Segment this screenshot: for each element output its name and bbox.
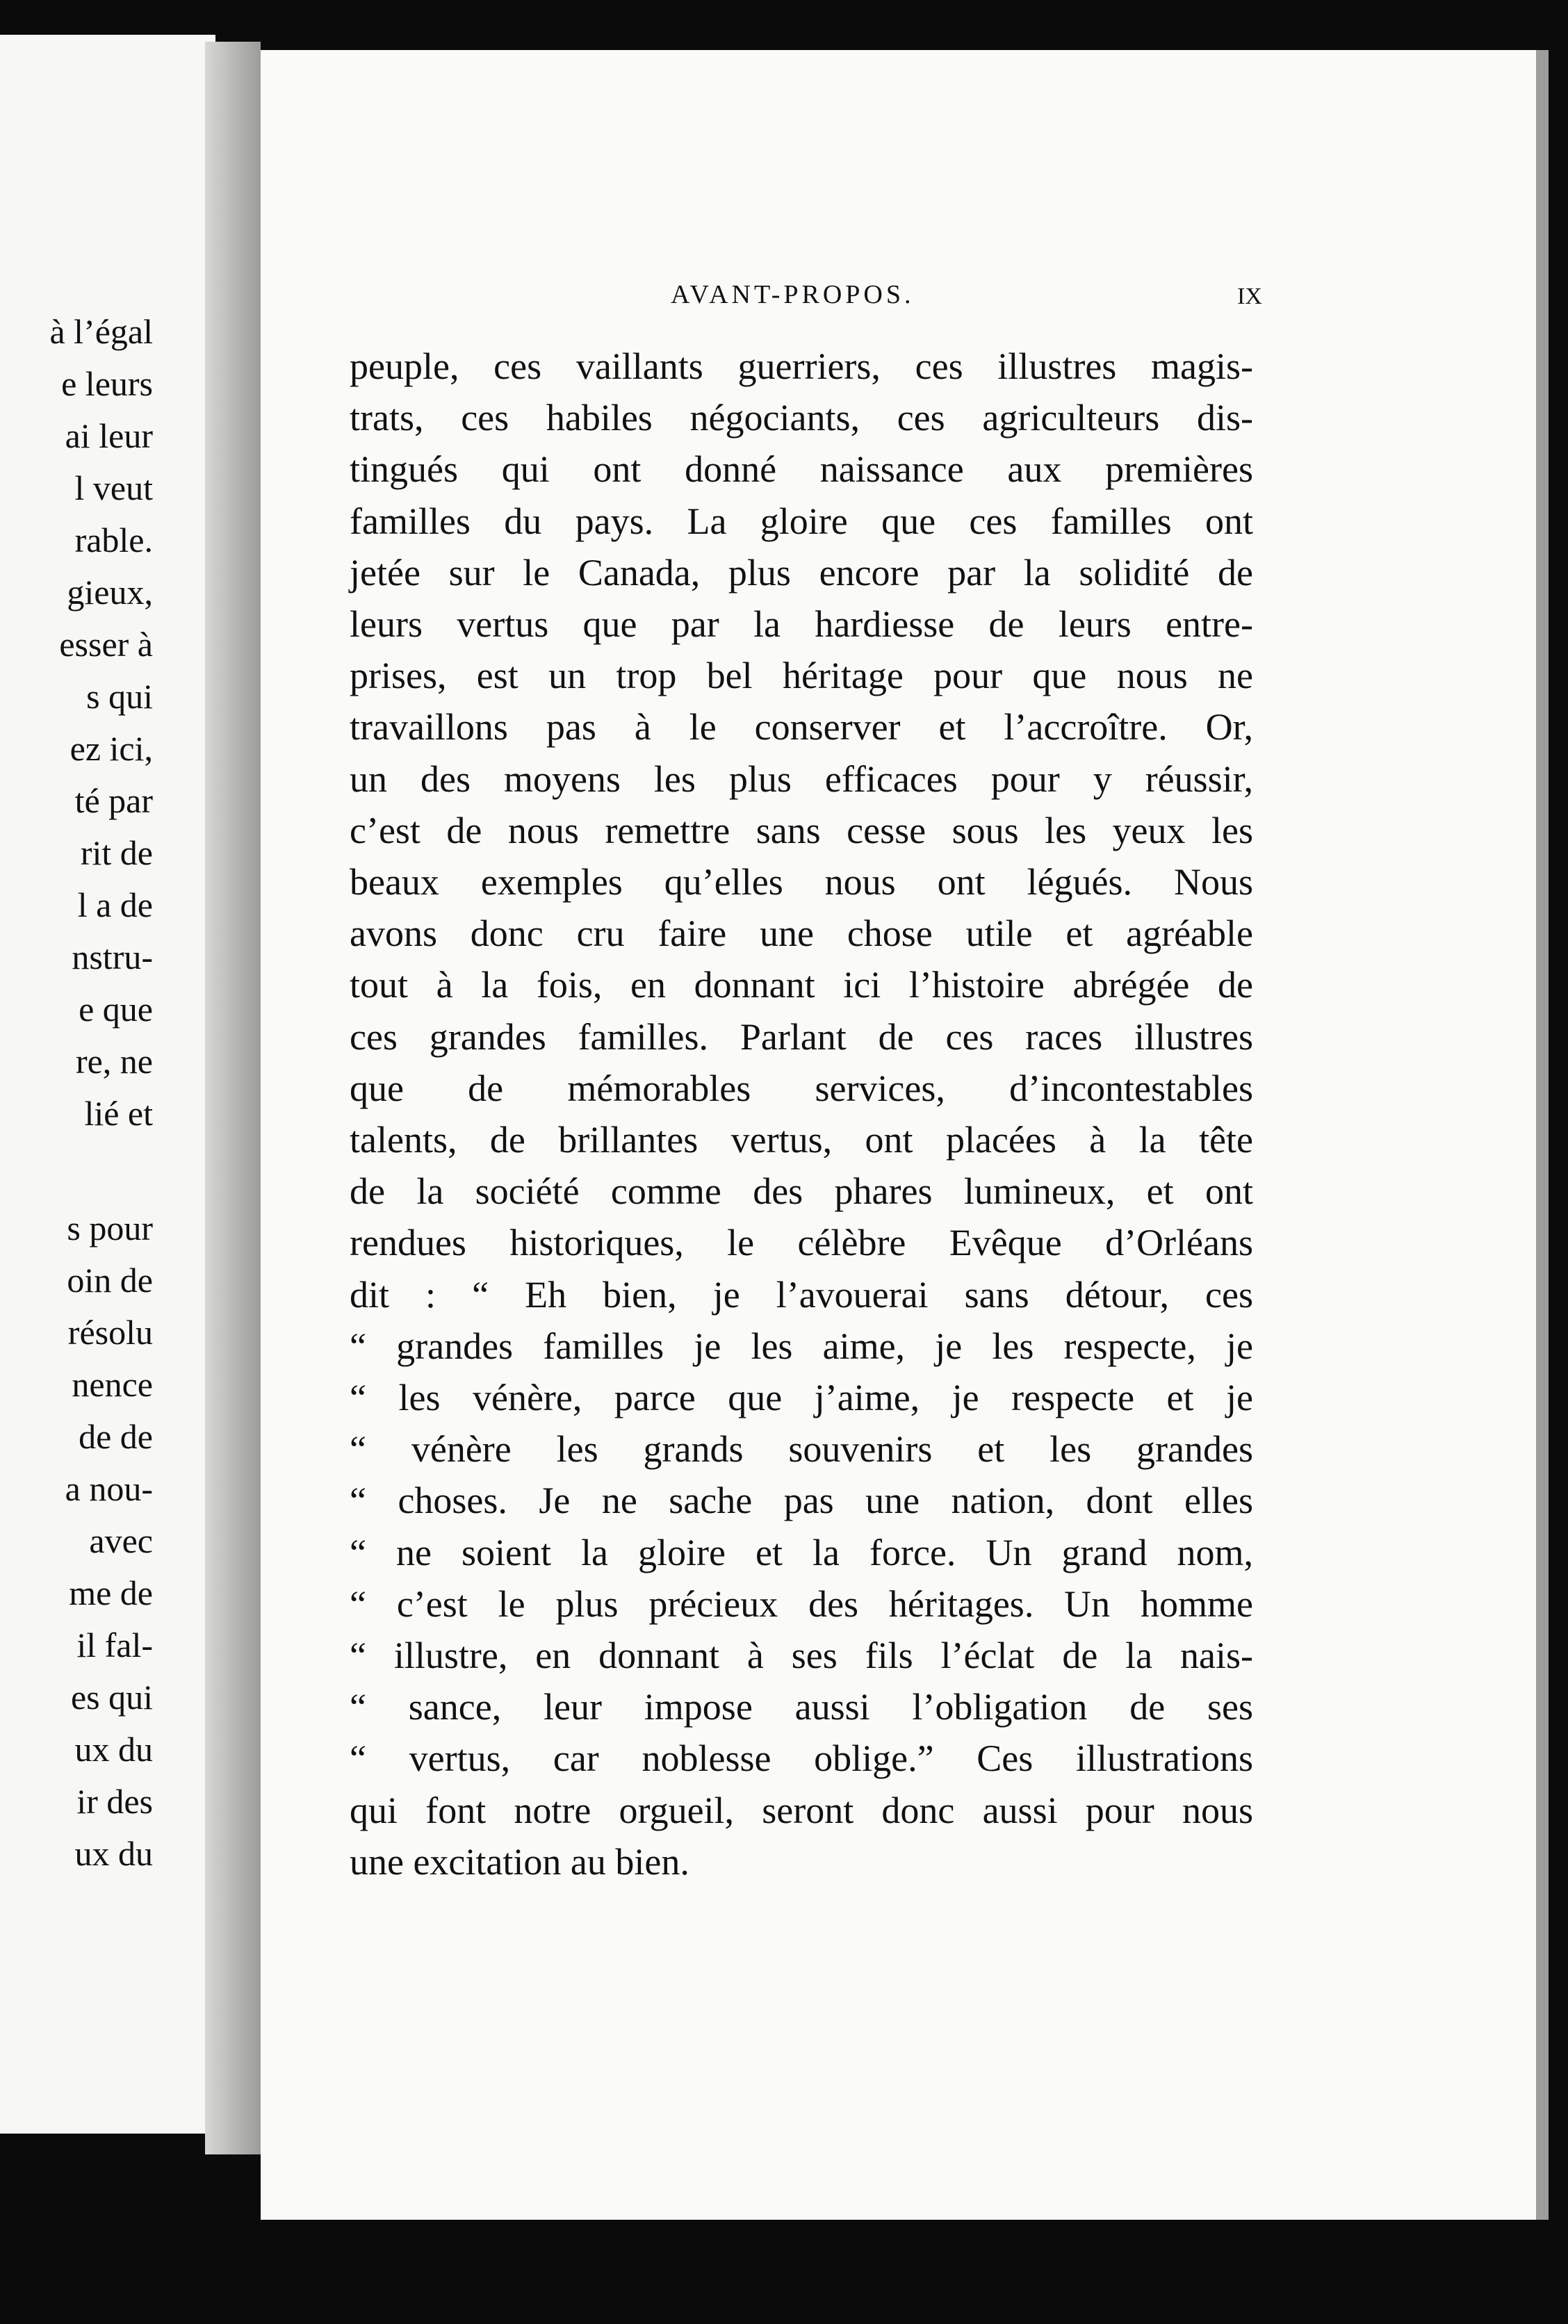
text-line: rendues historiques, le célèbre Evêque d’Orléans — [350, 1222, 1253, 1263]
left-page-line: té par — [74, 781, 153, 820]
left-page-line: nstru- — [72, 938, 153, 976]
left-page-line: résolu — [67, 1313, 153, 1352]
text-line: c’est de nous remettre sans cesse sous les yeux les — [350, 810, 1253, 851]
text-line: “ c’est le plus précieux des héritages. Un homme — [350, 1583, 1253, 1625]
left-page-line: à l’égal — [49, 312, 153, 351]
left-page-line: l a de — [77, 885, 153, 924]
left-page-line: re, ne — [75, 1042, 153, 1081]
running-head: AVANT-PROPOS. — [671, 280, 915, 309]
left-page-line: ir des — [76, 1782, 153, 1821]
left-page-line: ux du — [74, 1834, 153, 1873]
text-line: un des moyens les plus efficaces pour y réussir, — [350, 758, 1253, 800]
text-line: peuple, ces vaillants guerriers, ces illustres magis- — [350, 345, 1253, 387]
left-page-line: me de — [69, 1573, 153, 1612]
left-page-line: rit de — [80, 833, 153, 872]
right-page — [261, 50, 1549, 2220]
left-page-line: oin de — [67, 1261, 153, 1300]
left-page-line: a nou- — [65, 1469, 153, 1508]
left-facing-page — [0, 35, 215, 2134]
text-line: “ vertus, car noblesse oblige.” Ces illustrations — [350, 1737, 1253, 1779]
text-line: travaillons pas à le conserver et l’accroître. Or, — [350, 706, 1253, 748]
text-line: “ ne soient la gloire et la force. Un grand nom, — [350, 1532, 1253, 1573]
left-page-line: esser à — [59, 625, 153, 664]
left-page-line: l veut — [74, 468, 153, 507]
left-page-line: ai leur — [65, 416, 153, 455]
text-line: ces grandes familles. Parlant de ces races illustres — [350, 1016, 1253, 1058]
text-line: “ les vénère, parce que j’aime, je respecte et je — [350, 1377, 1253, 1418]
left-page-line: ux du — [74, 1730, 153, 1769]
text-line: “ choses. Je ne sache pas une nation, dont elles — [350, 1480, 1253, 1521]
left-page-line: lié et — [84, 1094, 153, 1133]
page-number: IX — [1237, 284, 1262, 309]
text-line: “ grandes familles je les aime, je les respecte, je — [350, 1325, 1253, 1367]
left-page-line: il fal- — [76, 1626, 153, 1664]
left-page-line: e que — [79, 990, 153, 1029]
book-gutter — [205, 42, 261, 2154]
text-line: “ sance, leur impose aussi l’obligation de ses — [350, 1686, 1253, 1728]
text-line: “ vénère les grands souvenirs et les grandes — [350, 1428, 1253, 1470]
left-page-line: ez ici, — [70, 729, 153, 768]
text-line: qui font notre orgueil, seront donc aussi pour nous — [350, 1790, 1253, 1831]
left-page-line: gieux, — [67, 573, 153, 612]
text-line: tout à la fois, en donnant ici l’histoire abrégée de — [350, 964, 1253, 1006]
text-line: leurs vertus que par la hardiesse de leurs entre- — [350, 603, 1253, 645]
left-page-line: de de — [79, 1417, 153, 1456]
left-page-line: s qui — [86, 677, 153, 716]
text-line: familles du pays. La gloire que ces familles ont — [350, 500, 1253, 542]
left-page-line: nence — [72, 1365, 153, 1404]
text-line: prises, est un trop bel héritage pour que nous ne — [350, 655, 1253, 696]
left-page-line: es qui — [70, 1678, 153, 1717]
text-line: dit : “ Eh bien, je l’avouerai sans détour, ces — [350, 1274, 1253, 1316]
text-line: avons donc cru faire une chose utile et agréable — [350, 913, 1253, 954]
text-line: que de mémorables services, d’incontestables — [350, 1067, 1253, 1109]
text-line: de la société comme des phares lumineux, et ont — [350, 1170, 1253, 1212]
left-page-line: avec — [89, 1521, 153, 1560]
left-page-line: e leurs — [61, 364, 153, 403]
text-line: talents, de brillantes vertus, ont placées à la tête — [350, 1119, 1253, 1161]
text-line: jetée sur le Canada, plus encore par la solidité de — [350, 552, 1253, 594]
text-line: beaux exemples qu’elles nous ont légués. Nous — [350, 861, 1253, 903]
text-line: une excitation au bien. — [350, 1841, 689, 1883]
text-line: tingués qui ont donné naissance aux premières — [350, 448, 1253, 490]
left-page-line: s pour — [67, 1209, 153, 1247]
left-page-line: rable. — [74, 521, 153, 559]
text-line: “ illustre, en donnant à ses fils l’éclat de la nais- — [350, 1635, 1253, 1676]
text-line: trats, ces habiles négociants, ces agriculteurs dis- — [350, 397, 1253, 439]
